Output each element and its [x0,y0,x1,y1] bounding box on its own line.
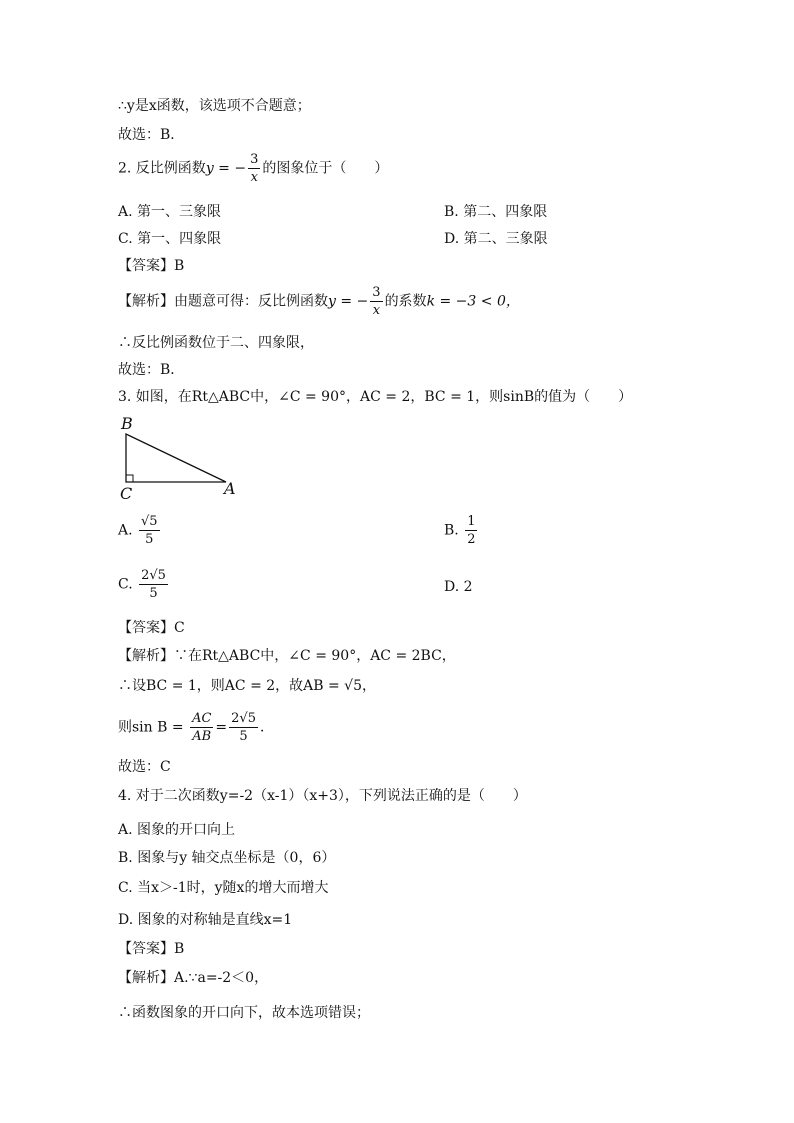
option-d: D. 图象的对称轴是直线x=1 [118,912,293,928]
option-a: A. 第一、三象限 [118,204,222,220]
answer-label: 【答案】B [118,258,185,274]
explanation-line: ∴函数图象的开口向下，故本选项错误； [118,1005,370,1021]
question-4-stem: 4. 对于二次函数y=-2（x-1）（x+3），下列说法正确的是（ ） [118,788,527,804]
question-2-stem: 2. 反比例函数y = − $\frac{3}{x}$ 的图象位于（ ） [118,152,389,185]
explanation-line: ∴设BC = 1，则AC = 2，故AB = √5， [118,678,377,694]
vertex-label-c: C [120,484,133,503]
question-3-stem: 3. 如图，在Rt△ABC中，∠C = 90°，AC = 2，BC = 1，则sinB的值为（ ） [118,389,633,405]
text-line: 故选：B． [118,127,185,143]
explanation-line: 故选：C [118,759,171,775]
option-b: B. 图象与y 轴交点坐标是（0，6） [118,850,336,866]
option-b: B. $\frac{1}{2}$ [444,514,476,547]
vertex-label-a: A [224,479,236,498]
explanation-line: 【解析】A.∵a=-2＜0， [118,970,269,986]
text-line: ∴y是x函数，该选项不合题意； [118,98,311,114]
triangle-figure [112,414,252,504]
explanation-line: ∴反比例函数位于二、四象限， [118,335,314,351]
option-b: B. 第二、四象限 [444,204,548,220]
answer-label: 【答案】B [118,941,185,957]
option-d: D. 第二、三象限 [444,231,548,247]
option-c: C. 第一、四象限 [118,231,222,247]
explanation-line: 【解析】∵在Rt△ABC中，∠C = 90°，AC = 2BC， [118,648,456,664]
option-a: A. 图象的开口向上 [118,822,236,838]
explanation-line: 则sin B = $\frac{AC}{AB}$ = $\frac{2√5}{5}$ ． [118,711,274,744]
explanation-line: 【解析】由题意可得：反比例函数y = − $\frac{3}{x}$ 的系数k = −3 < 0， [118,285,520,318]
explanation-line: 故选：B． [118,362,185,378]
option-d: D. 2 [444,579,473,595]
option-a: A. $\frac{√5}{5}$ [118,514,158,547]
option-c: C. 当x＞-1时，y随x的增大而增大 [118,880,329,896]
option-c: C. $\frac{2√5}{5}$ [118,568,166,601]
answer-label: 【答案】C [118,620,185,636]
vertex-label-b: B [121,414,133,433]
